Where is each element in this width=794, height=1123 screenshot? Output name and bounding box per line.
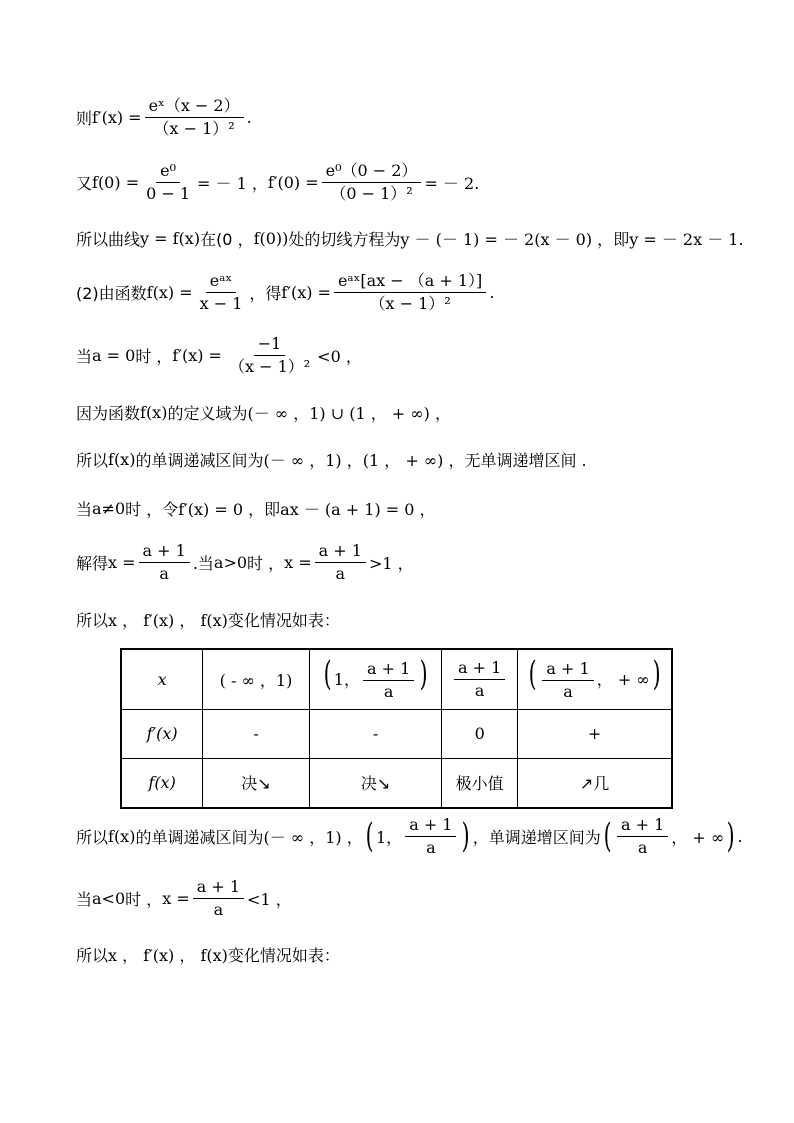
- table-cell: [518, 649, 672, 709]
- line-domain: [76, 390, 451, 434]
- text: 的单调递减区间为: [135, 450, 264, 470]
- text: 所以曲线: [76, 229, 141, 249]
- numerator: −1: [254, 335, 286, 356]
- left-paren: (: [603, 816, 612, 856]
- text: 的单调递减区间为: [135, 827, 264, 847]
- left-paren: (: [528, 654, 537, 695]
- numerator: a + 1: [193, 878, 244, 899]
- denominator: a: [335, 563, 346, 583]
- left-paren: (: [365, 816, 374, 856]
- text: 又: [76, 173, 93, 193]
- text: 的定义域为: [167, 403, 248, 423]
- math: ， + ∞: [671, 827, 725, 847]
- fraction: [617, 816, 668, 857]
- text: 时 ，: [247, 553, 285, 573]
- text: ，得: [249, 283, 282, 303]
- line-table-intro-1: [76, 597, 340, 641]
- table-cell: 0: [442, 709, 518, 758]
- text: 所以: [76, 945, 109, 965]
- text: 1，: [333, 670, 360, 690]
- table-cell: 决↘: [203, 758, 310, 808]
- line-part2-derivative: [76, 270, 494, 314]
- line-case-a-zero: [76, 333, 362, 377]
- table-cell: f(x): [121, 758, 203, 808]
- left-paren: (: [323, 654, 332, 695]
- text: (2)由函数: [76, 283, 147, 303]
- denominator: a: [426, 837, 436, 857]
- text: 时 ，: [135, 346, 173, 366]
- text: 所以: [76, 827, 109, 847]
- math: f(x): [108, 449, 136, 469]
- text: 时 ，令: [125, 499, 179, 519]
- fraction: [145, 97, 244, 138]
- text: ， + ∞: [596, 670, 650, 690]
- math: y － (－ 1) = － 2(x － 0) ，: [400, 229, 614, 249]
- denominator: a: [159, 563, 169, 583]
- line-case-a-negative: [76, 876, 292, 920]
- math: a>0: [213, 552, 248, 572]
- text: 即: [264, 499, 281, 519]
- line-case-a-nonzero: [76, 486, 436, 530]
- math: = － 2.: [424, 173, 480, 193]
- table-cell: [442, 649, 518, 709]
- text: 则: [76, 108, 93, 128]
- text: 时 ，: [125, 889, 163, 909]
- table-cell: +: [518, 709, 672, 758]
- table-row: [121, 649, 672, 709]
- text: 处的切线方程为: [288, 229, 401, 249]
- text: 即: [613, 229, 630, 249]
- table-cell: -: [309, 709, 442, 758]
- math: y = f(x): [140, 228, 201, 248]
- line-decreasing-intervals: [76, 437, 587, 481]
- math: f′(x) =: [172, 345, 222, 365]
- denominator: a: [383, 682, 394, 702]
- text: 当: [76, 499, 93, 519]
- fraction: [225, 335, 314, 376]
- math: .: [737, 826, 743, 846]
- numerator: eᵃˣ: [206, 272, 236, 293]
- numerator: a + 1: [315, 542, 366, 563]
- table-cell: f′(x): [121, 709, 203, 758]
- text: ，单调递增区间为: [472, 827, 601, 847]
- text: .当: [192, 553, 214, 573]
- text: 变化情况如表：: [227, 610, 340, 630]
- denominator: x − 1: [199, 293, 243, 313]
- fraction: [454, 659, 505, 700]
- line-f0-values: [76, 160, 479, 204]
- math: (－ ∞ ，1) ，(1 ， + ∞) ，: [263, 450, 465, 470]
- text: 因为函数: [76, 403, 141, 423]
- math: = － 1 ，: [197, 173, 268, 193]
- math: ax － (a + 1) = 0 ，: [280, 499, 436, 519]
- denominator: （x − 1）²: [228, 356, 311, 376]
- numerator: e⁰: [156, 162, 180, 183]
- math: (－ ∞ ，1) ∪ (1 ， + ∞) ，: [247, 403, 451, 423]
- math: a = 0: [92, 345, 136, 365]
- math: x =: [284, 552, 312, 572]
- text: 所以: [76, 450, 109, 470]
- numerator: a + 1: [454, 659, 505, 680]
- math: f′(x) = 0 ，: [178, 499, 265, 519]
- table-cell: -: [203, 709, 310, 758]
- denominator: 0 − 1: [146, 183, 191, 203]
- math: x =: [162, 888, 190, 908]
- line-solve-x: [76, 540, 414, 584]
- math: f′(x) =: [92, 107, 142, 127]
- math: .: [489, 282, 495, 302]
- fraction: [363, 660, 414, 701]
- denominator: a: [563, 682, 573, 702]
- math: y = － 2x － 1.: [629, 229, 744, 249]
- fraction: [193, 878, 244, 919]
- fraction: [139, 542, 190, 583]
- numerator: e⁰（0 − 2）: [322, 162, 422, 183]
- denominator: （0 − 1）²: [330, 183, 413, 203]
- fraction: [405, 816, 456, 857]
- numerator: eˣ（x − 2）: [145, 97, 244, 118]
- text: 解得: [76, 553, 109, 573]
- numerator: eᵃˣ[ax − （a + 1）]: [334, 272, 486, 293]
- line-tangent: [76, 216, 744, 260]
- table-cell: 极小值: [442, 758, 518, 808]
- math: x ， f′(x) ， f(x): [108, 945, 228, 965]
- math: f′(0) =: [267, 172, 319, 192]
- math: f(x): [140, 402, 168, 422]
- fraction: [334, 272, 486, 313]
- numerator: a + 1: [363, 660, 414, 681]
- math: (－ ∞ ，1) ，: [263, 827, 363, 847]
- math: f(x): [108, 826, 136, 846]
- text: 在(0 ，: [200, 229, 254, 249]
- math: f′(x) =: [281, 282, 331, 302]
- fraction: [196, 272, 247, 313]
- table-cell: 决↘: [309, 758, 442, 808]
- text: 当: [76, 346, 93, 366]
- denominator: a: [474, 680, 485, 700]
- fraction: [142, 162, 194, 203]
- line-table-intro-2: [76, 932, 340, 976]
- table-row: [121, 709, 672, 758]
- math: 1，: [376, 827, 403, 847]
- variation-table: [120, 648, 673, 809]
- math: f(x) =: [146, 282, 193, 302]
- math: a<0: [92, 888, 126, 908]
- math: x ， f′(x) ， f(x): [108, 610, 228, 630]
- fraction: [322, 162, 422, 203]
- text: 无单调递增区间 .: [464, 450, 587, 470]
- denominator: a: [637, 837, 648, 857]
- math: a≠0: [92, 498, 126, 518]
- math: .: [246, 107, 252, 127]
- math: f(0) =: [92, 172, 140, 192]
- fraction: [315, 542, 366, 583]
- math: >1 ，: [368, 553, 414, 573]
- numerator: a + 1: [405, 816, 456, 837]
- table-cell: ( - ∞ ，1): [203, 649, 310, 709]
- right-paren: ): [652, 654, 661, 695]
- math: <1 ，: [247, 889, 292, 909]
- denominator: （x − 1）²: [369, 293, 451, 313]
- math: f(0)): [253, 228, 289, 248]
- table-cell: x: [121, 649, 203, 709]
- denominator: （x − 1）²: [153, 118, 235, 138]
- fraction: [542, 660, 593, 701]
- numerator: a + 1: [617, 816, 668, 837]
- right-paren: ): [419, 654, 428, 695]
- line-fprime-formula: [76, 95, 252, 139]
- table-row: [121, 758, 672, 808]
- denominator: a: [213, 899, 224, 919]
- math: x =: [108, 552, 136, 572]
- table-cell: ↗几: [518, 758, 672, 808]
- numerator: a + 1: [139, 542, 190, 563]
- text: 当: [76, 889, 93, 909]
- right-paren: ): [462, 816, 471, 856]
- right-paren: ): [726, 816, 735, 856]
- text: 变化情况如表：: [227, 945, 340, 965]
- text: 所以: [76, 610, 109, 630]
- line-intervals-a-positive: [76, 814, 743, 858]
- math: <0 ，: [317, 346, 362, 366]
- table-cell: [309, 649, 442, 709]
- numerator: a + 1: [542, 660, 593, 681]
